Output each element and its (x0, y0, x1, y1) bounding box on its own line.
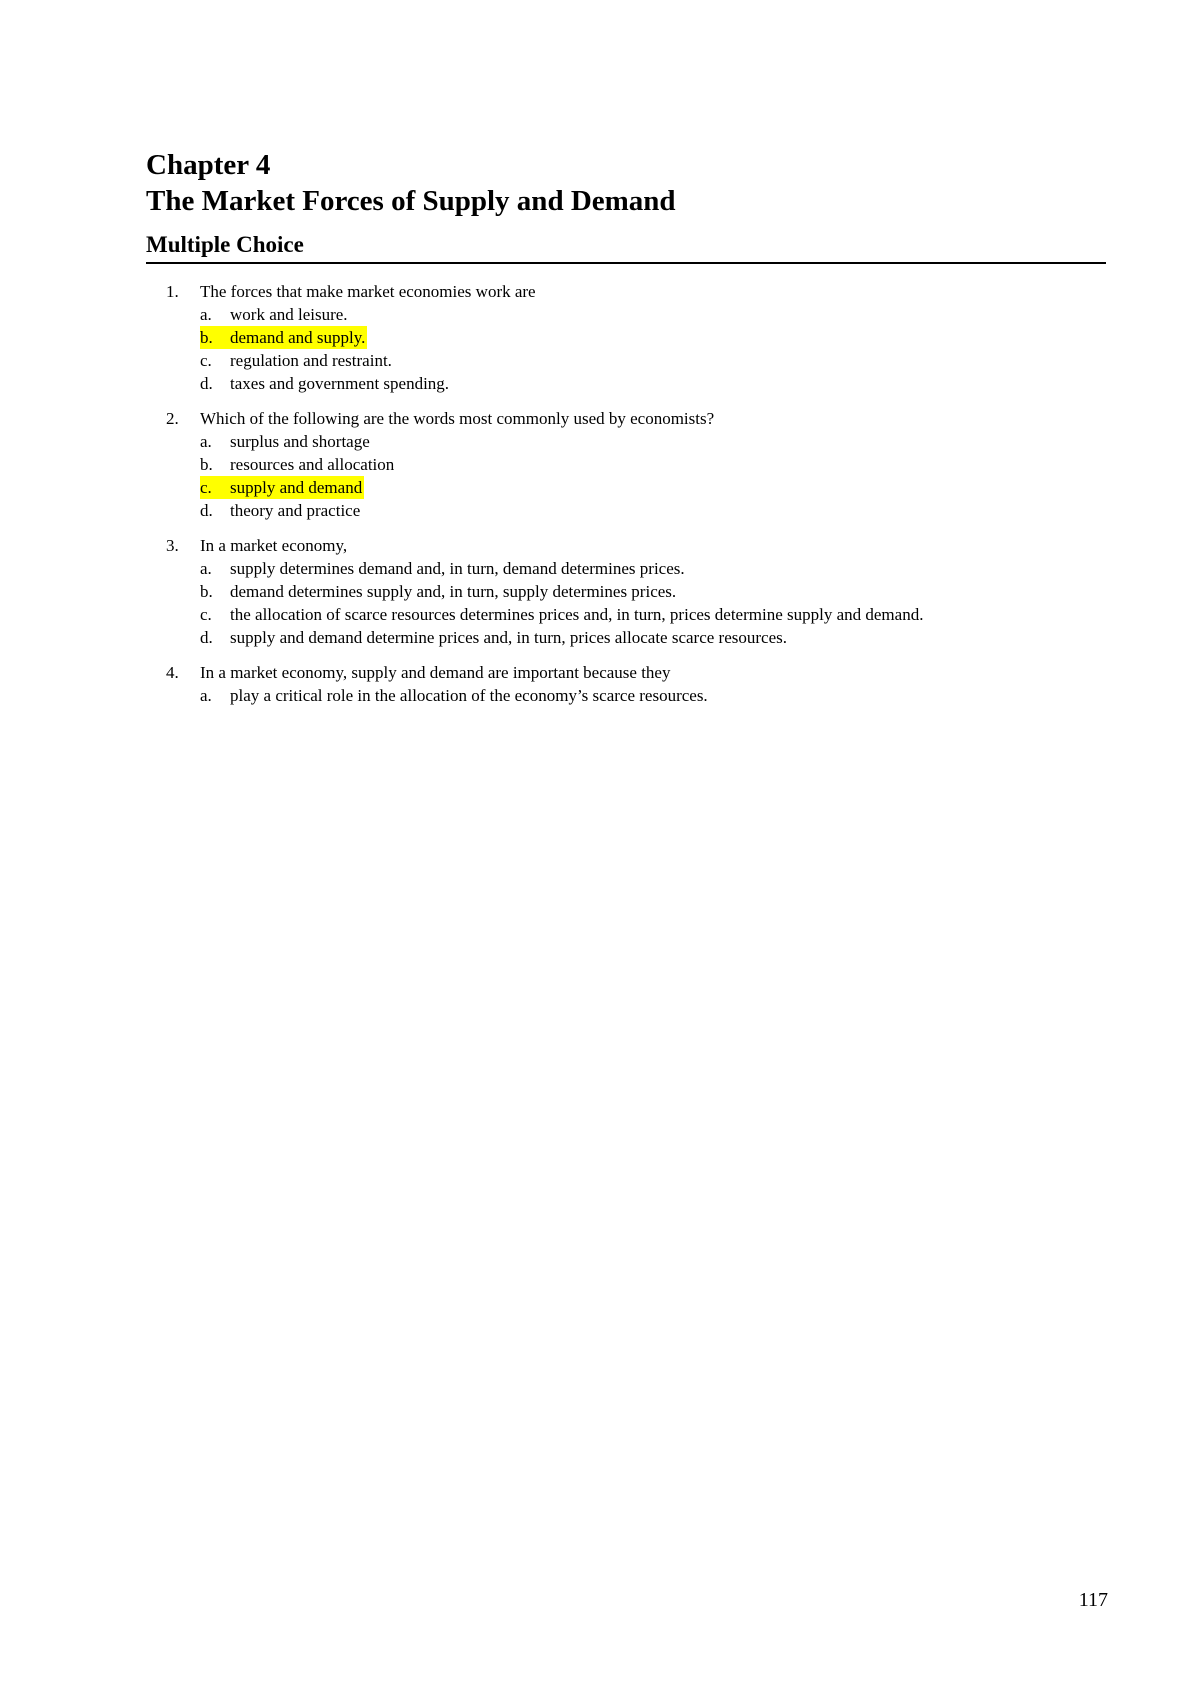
chapter-title: The Market Forces of Supply and Demand (146, 185, 676, 217)
question-2 (146, 407, 1106, 522)
option-text: taxes and government spending. (230, 374, 450, 393)
option-text: work and leisure. (230, 305, 348, 324)
option-text: resources and allocation (230, 455, 395, 474)
option-2c-highlighted (200, 476, 1106, 499)
option-text: supply and demand (230, 478, 363, 497)
option-1c (200, 349, 1106, 372)
option-text: regulation and restraint. (230, 351, 392, 370)
option-1b-highlighted (200, 326, 1106, 349)
option-3c (200, 603, 1106, 626)
option-letter: c. (200, 478, 212, 497)
option-letter: b. (200, 328, 213, 347)
option-letter: d. (200, 501, 213, 520)
option-text: surplus and shortage (230, 432, 370, 451)
question-text: Which of the following are the words most commonly used by economists? (200, 409, 715, 428)
option-text: play a critical role in the allocation of the economy’s scarce resources. (230, 686, 708, 705)
answer-highlight (200, 476, 364, 499)
option-1a (200, 303, 1106, 326)
option-2a (200, 430, 1106, 453)
option-letter: a. (200, 686, 212, 705)
question-1 (146, 280, 1106, 395)
document-page (146, 148, 1106, 719)
chapter-number: Chapter 4 (146, 149, 271, 181)
option-2d (200, 499, 1106, 522)
question-number: 3. (166, 536, 179, 555)
option-text: demand determines supply and, in turn, supply determines prices. (230, 582, 677, 601)
option-letter: c. (200, 351, 212, 370)
option-letter: b. (200, 582, 213, 601)
page-number: 117 (1078, 1589, 1108, 1611)
option-letter: d. (200, 374, 213, 393)
option-1d (200, 372, 1106, 395)
question-text: In a market economy, (200, 536, 348, 555)
option-list (200, 303, 1106, 395)
option-4a (200, 684, 1106, 707)
question-number: 1. (166, 282, 179, 301)
option-text: supply and demand determine prices and, in turn, prices allocate scarce resources. (230, 628, 787, 647)
question-text: The forces that make market economies work are (200, 282, 536, 301)
option-3d (200, 626, 1106, 649)
question-4 (146, 661, 1106, 707)
option-text: supply determines demand and, in turn, demand determines prices. (230, 559, 685, 578)
question-number: 4. (166, 663, 179, 682)
option-letter: a. (200, 432, 212, 451)
option-text: theory and practice (230, 501, 361, 520)
option-letter: d. (200, 628, 213, 647)
question-text: In a market economy, supply and demand are important because they (200, 663, 671, 682)
option-text: the allocation of scarce resources determines prices and, in turn, prices determine supply and demand. (230, 605, 924, 624)
option-3b (200, 580, 1106, 603)
option-letter: a. (200, 305, 212, 324)
option-list (200, 557, 1106, 649)
question-list (146, 280, 1106, 707)
option-list (200, 430, 1106, 522)
question-number: 2. (166, 409, 179, 428)
option-3a (200, 557, 1106, 580)
answer-highlight (200, 326, 367, 349)
option-letter: a. (200, 559, 212, 578)
section-title: Multiple Choice (146, 230, 1106, 264)
question-3 (146, 534, 1106, 649)
option-text: demand and supply. (230, 328, 366, 347)
option-2b (200, 453, 1106, 476)
option-letter: c. (200, 605, 212, 624)
option-letter: b. (200, 455, 213, 474)
option-list (200, 684, 1106, 707)
